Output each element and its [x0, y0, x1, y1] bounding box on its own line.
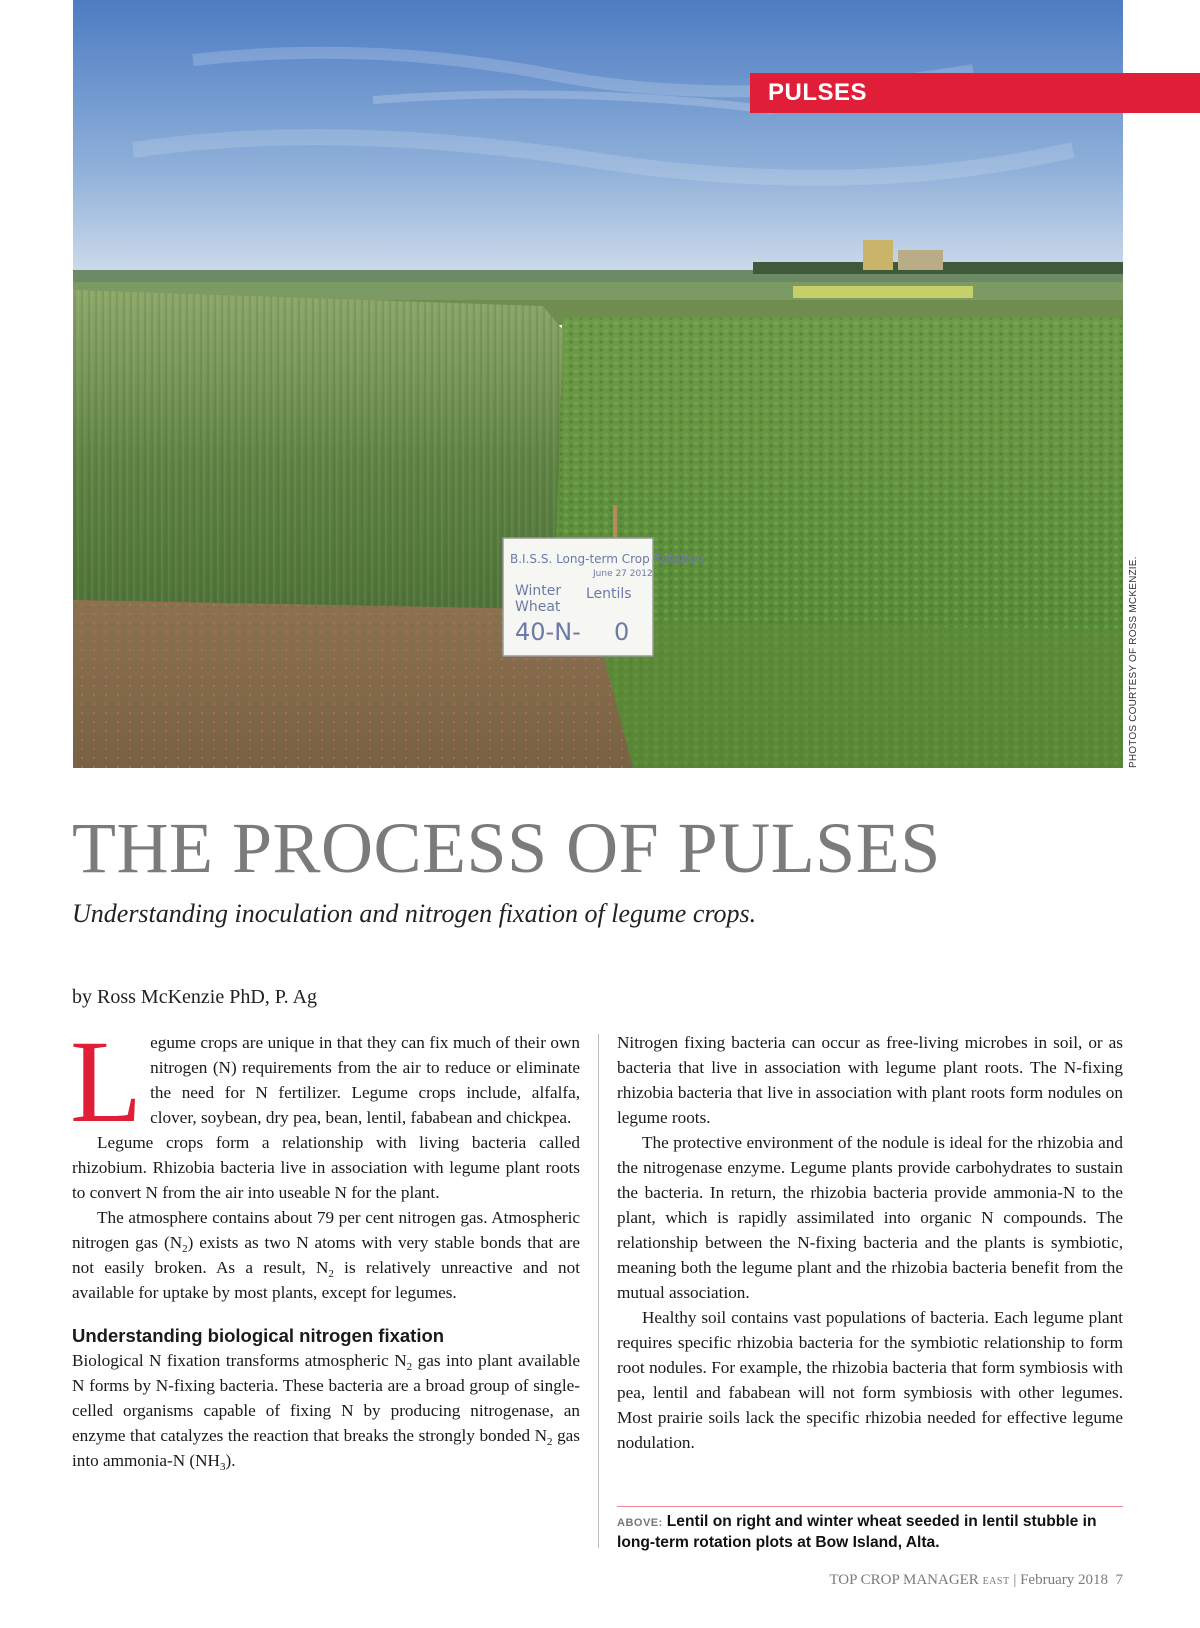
- drop-cap: L: [70, 1016, 143, 1147]
- section-tag: [750, 73, 1200, 113]
- caption-text: Lentil on right and winter wheat seeded in lentil stubble in long-term rotation plots at Bow Island, Alta.: [617, 1513, 1097, 1551]
- text-run: ) exists as two N atoms with very stable bonds that are not easily broken. As a result, N: [72, 1233, 581, 1277]
- body-column-right: [617, 1030, 1123, 1455]
- caption-label: ABOVE:: [617, 1517, 663, 1529]
- sign-line-4: Wheat: [515, 599, 561, 615]
- paragraph-nodule: The protective environment of the nodule is ideal for the rhizobia and the nitrogenase enzyme. Legume plants provide carbohydrates to sustain the bacteria. In return, the rhizobia bacteria provide ammonia-N to the plant, which is rapidly assimilated into organic N compounds. The relationship between the N-fixing bacteria and the plants is symbiotic, meaning both the legume plant and the rhizobia bacteria benefit from the mutual association.: [617, 1133, 1123, 1302]
- text-run: Biological N fixation transforms atmospheric N: [72, 1351, 407, 1370]
- photo-credit: PHOTOS COURTESY OF ROSS MCKENZIE.: [1128, 556, 1139, 768]
- section-tag-label: PULSES: [768, 79, 868, 106]
- footer-edition: EAST: [982, 1576, 1010, 1587]
- footer-separator: |: [1013, 1572, 1017, 1588]
- footer-date: February 2018: [1020, 1572, 1108, 1588]
- sign-line-2: June 27 2012: [593, 569, 653, 579]
- text-run: The atmosphere contains about 79 per cent nitrogen gas. Atmospheric nitrogen gas (N: [72, 1208, 580, 1252]
- paragraph-biological-fixation: [72, 1348, 580, 1473]
- body-column-left: [70, 1016, 581, 1473]
- text-run: gas into ammonia-N (NH: [72, 1426, 580, 1470]
- article-title: THE PROCESS OF PULSES: [72, 808, 941, 888]
- paragraph-atmosphere: [72, 1205, 580, 1305]
- hero-photo: [73, 0, 1123, 768]
- footer-magazine: TOP CROP MANAGER: [829, 1572, 979, 1588]
- sign-line-5: Lentils: [586, 586, 632, 602]
- photo-caption: [617, 1512, 1123, 1553]
- paragraph-healthy-soil: Healthy soil contains vast populations of bacteria. Each legume plant requires specific rhizobia bacteria for the symbiotic relationship to form root nodules. For example, the rhizobia bacteria that form symbiosis with pea, lentil and fababean will not form symbiosis with other legumes. Most prairie soils lack the specific rhizobia needed for effective legume nodulation.: [617, 1308, 1123, 1452]
- text-run: ).: [225, 1451, 236, 1470]
- subscript: 2: [328, 1268, 334, 1280]
- footer-page-number: 7: [1115, 1572, 1123, 1588]
- grain-elevator: [863, 240, 893, 270]
- article-deck: Understanding inoculation and nitrogen fixation of legume crops.: [72, 899, 757, 928]
- article-byline: by Ross McKenzie PhD, P. Ag: [72, 986, 318, 1008]
- paragraph-intro-text: egume crops are unique in that they can fix much of their own nitrogen (N) requirements from the air to reduce or eliminate the need for N fertilizer. Legume crops include, alfalfa, clover, soybean, dry pea, bean, lentil, fababean and chickpea.: [150, 1033, 580, 1127]
- text-run: is relatively unreactive and not available for uptake by most plants, except for legumes.: [72, 1258, 580, 1302]
- sign-line-3: Winter: [515, 583, 562, 599]
- sign-line-7: 0: [614, 618, 630, 646]
- field-scene: [73, 0, 1123, 768]
- subscript: 2: [182, 1243, 188, 1255]
- column-divider: [598, 1034, 599, 1548]
- caption-divider: [617, 1506, 1123, 1507]
- paragraph-intro: [70, 1016, 580, 1147]
- paragraph-rhizobium: Legume crops form a relationship with living bacteria called rhizobium. Rhizobia bacteria live in association with legume plant roots to convert N from the air into useable N for the plant.: [72, 1133, 580, 1202]
- paragraph-free-living: Nitrogen fixing bacteria can occur as free-living microbes in soil, or as bacteria that live in association with legume plant roots. The N-fixing rhizobia bacteria that live in association with plant roots form nodules on legume roots.: [617, 1033, 1123, 1127]
- page-footer: [829, 1572, 1123, 1589]
- text-run: gas into plant available N forms by N-fixing bacteria. These bacteria are a broad group of single-celled organisms capable of fixing N by producing nitrogenase, an enzyme that catalyzes the reaction that breaks the strongly bonded N: [72, 1351, 580, 1445]
- sign-line-1: B.I.S.S. Long-term Crop Rotation: [510, 552, 704, 566]
- subhead-nitrogen-fixation: Understanding biological nitrogen fixation: [72, 1325, 445, 1346]
- subscript: 2: [406, 1361, 413, 1373]
- subscript: 2: [547, 1436, 553, 1448]
- subscript: 3: [219, 1461, 226, 1473]
- sign-line-6: 40-N-: [515, 618, 581, 646]
